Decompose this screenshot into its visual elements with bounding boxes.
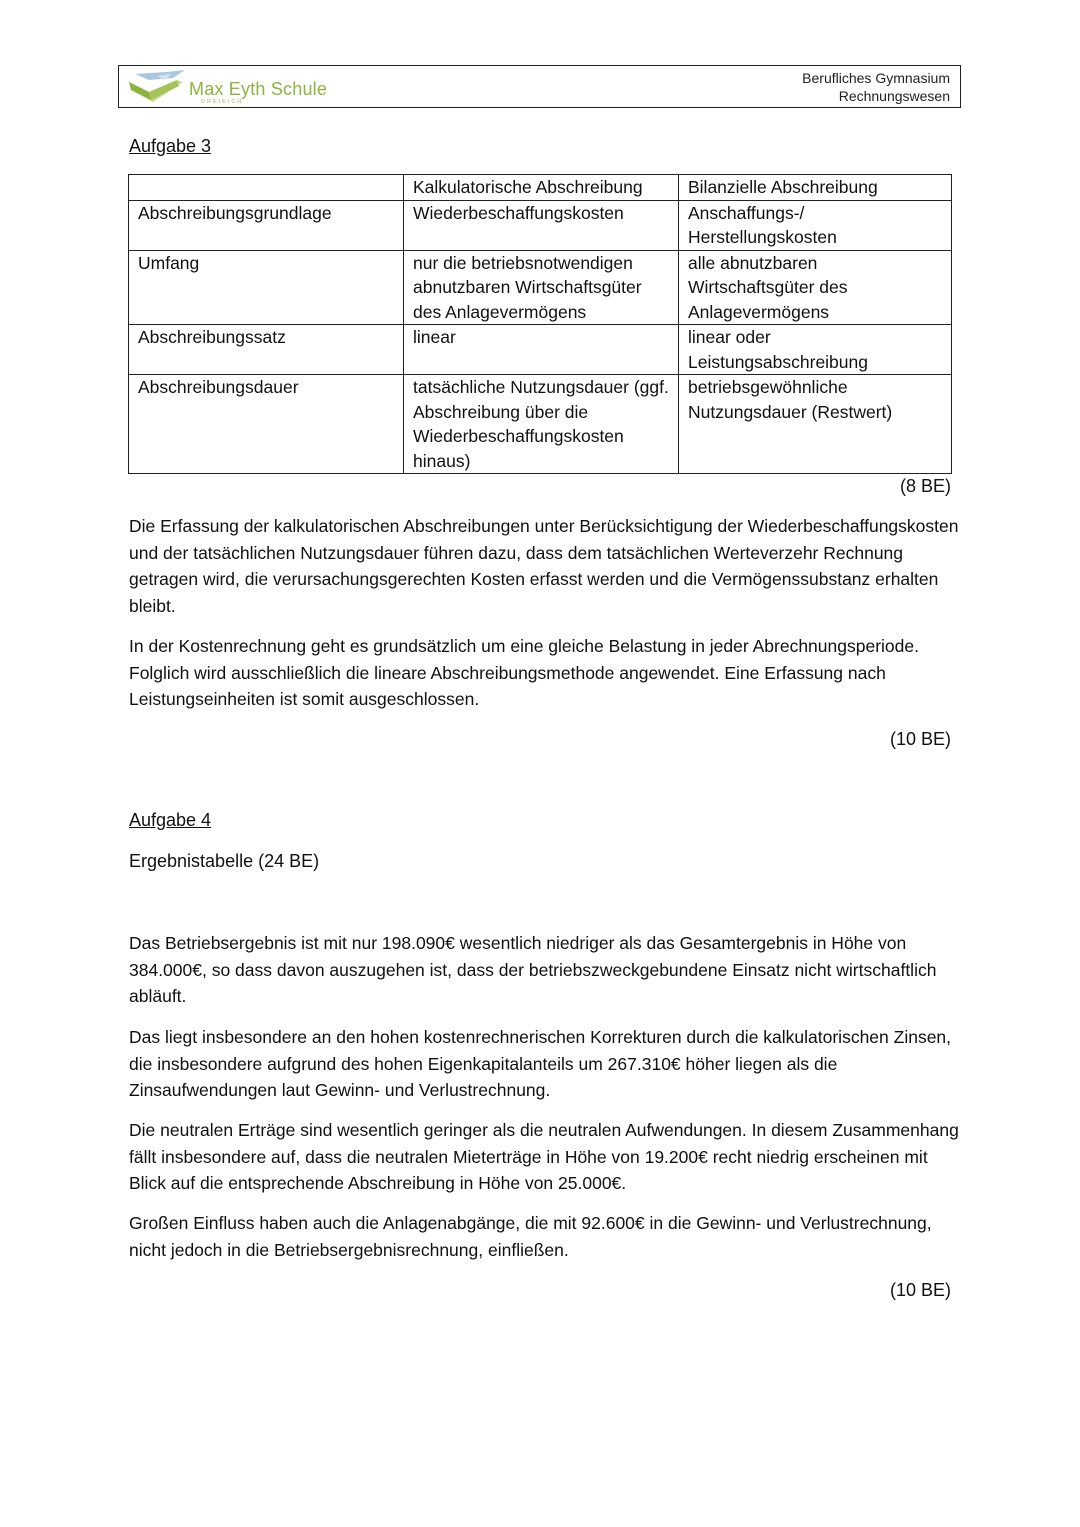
aufgabe4-paragraph-4: Großen Einfluss haben auch die Anlagenabgänge, die mit 92.600€ in die Gewinn- und Verlustrechnung, nicht jedoch in die Betriebsergebnisrechnung, einfließen. [129,1213,932,1260]
aufgabe3-paragraph-2: In der Kostenrechnung geht es grundsätzlich um eine gleiche Belastung in jeder Abrechnungsperiode. Folglich wird ausschließlich die lineare Abschreibungsmethode angewendet. Eine Erfassung nach Leistungseinheiten ist somit ausgeschlossen. [129,636,919,709]
table-header-cell: Bilanzielle Abschreibung [679,175,952,201]
page-header [118,65,961,108]
points-aufgabe4: (10 BE) [889,1280,951,1300]
cell-kalkulatorisch: nur die betriebsnotwendigen abnutzbaren Wirtschaftsgüter des Anlagevermögens [404,250,679,325]
aufgabe4-paragraph-3: Die neutralen Erträge sind wesentlich geringer als die neutralen Aufwendungen. In diesem Zusammenhang fällt insbesondere auf, dass die neutralen Mieterträge in Höhe von 19.200€ recht niedrig erscheinen mit Blick auf die entsprechende Abschreibung in Höhe von 25.000€. [129,1120,959,1193]
cell-bilanziell: Anschaffungs-/ Herstellungskosten [679,200,952,250]
header-subject: Rechnungswesen [838,88,950,104]
points-table: (8 BE) [899,476,951,496]
aufgabe4-paragraph-2: Das liegt insbesondere an den hohen kostenrechnerischen Korrekturen durch die kalkulatorischen Zinsen, die insbesondere aufgrund des hohen Eigenkapitalanteils um 267.310€ höher liegen als die Zinsaufwendungen laut Gewinn- und Verlustrechnung. [129,1027,952,1100]
points-aufgabe3-text: (10 BE) [889,729,951,749]
row-label: Umfang [129,250,404,325]
table-row [129,200,952,250]
table-header-cell: Kalkulatorische Abschreibung [404,175,679,201]
table-row [129,375,952,474]
logo-text: Max Eyth Schule [189,79,328,99]
table-row [129,325,952,375]
cell-kalkulatorisch: linear [404,325,679,375]
table-header-cell [129,175,404,201]
cell-kalkulatorisch: Wiederbeschaffungskosten [404,200,679,250]
school-logo [127,68,347,106]
aufgabe4-paragraph-1: Das Betriebsergebnis ist mit nur 198.090€ wesentlich niedriger als das Gesamtergebnis in Höhe von 384.000€, so dass davon auszugehen ist, dass der betriebszweckgebundene Einsatz nicht wirtschaftlich abläuft. [129,933,937,1006]
aufgabe3-paragraph-1: Die Erfassung der kalkulatorischen Abschreibungen unter Berücksichtigung der Wiederbeschaffungskosten und der tatsächlichen Nutzungsdauer führen dazu, dass dem tatsächlichen Werteverzehr Rechnung getragen wird, die verursachungsgerechten Kosten erfasst werden und die Vermögenssubstanz erhalten bleibt. [129,516,959,616]
cell-bilanziell: betriebsgewöhnliche Nutzungsdauer (Restwert) [679,375,952,474]
row-label: Abschreibungssatz [129,325,404,375]
table-header-row [129,175,952,201]
header-right [802,69,950,105]
cell-kalkulatorisch: tatsächliche Nutzungsdauer (ggf. Abschreibung über die Wiederbeschaffungskosten hinaus) [404,375,679,474]
cell-bilanziell: alle abnutzbaren Wirtschaftsgüter des Anlagevermögens [679,250,952,325]
row-label: Abschreibungsgrundlage [129,200,404,250]
row-label: Abschreibungsdauer [129,375,404,474]
aufgabe4-subtitle: Ergebnistabelle (24 BE) [129,851,320,871]
comparison-table [128,174,952,474]
cell-bilanziell: linear oder Leistungsabschreibung [679,325,952,375]
logo-subtitle: DREIEICH [201,99,244,105]
aufgabe4-title: Aufgabe 4 [129,810,212,830]
table-row [129,250,952,325]
logo-mark-icon [127,68,189,106]
header-school-type: Berufliches Gymnasium [802,70,950,86]
aufgabe3-title: Aufgabe 3 [129,136,212,156]
